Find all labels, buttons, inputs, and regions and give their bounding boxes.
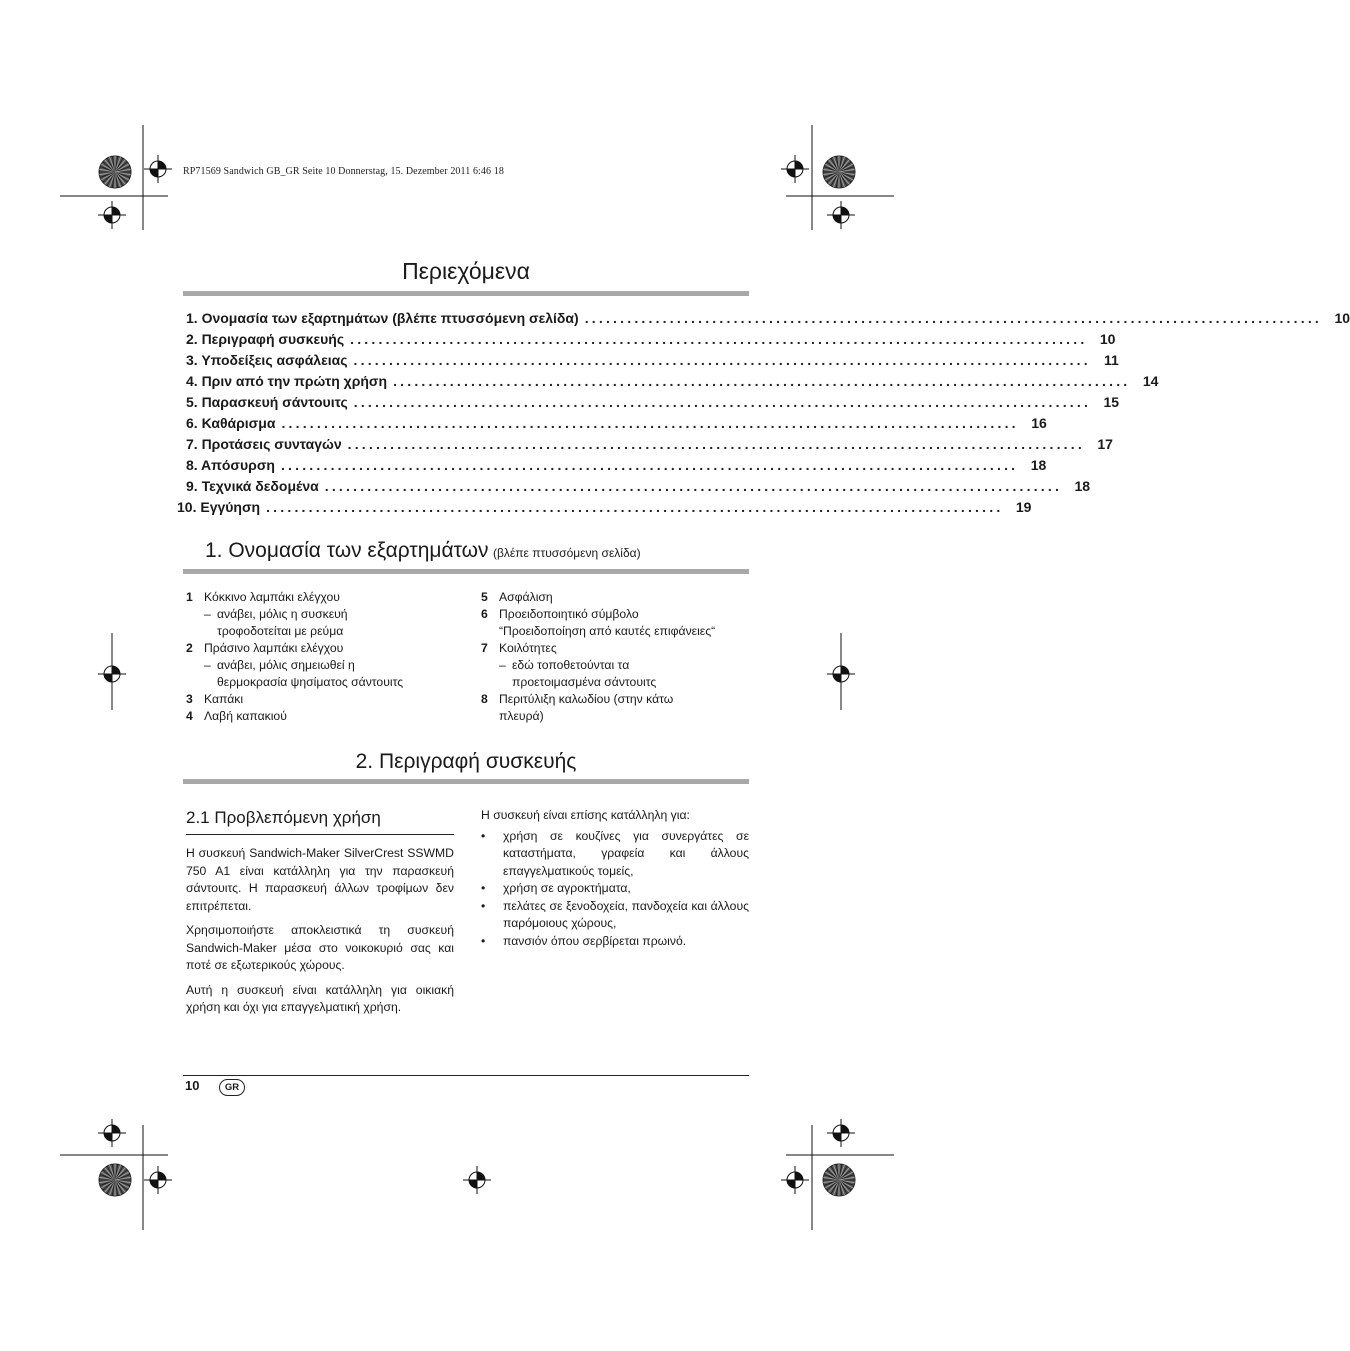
registration-star-ray xyxy=(836,172,839,188)
registration-star-ray xyxy=(827,162,839,172)
part-number: 8 xyxy=(481,692,488,706)
registration-star-ray xyxy=(115,1180,123,1194)
registration-star-ray xyxy=(115,1180,118,1196)
registration-star-ray xyxy=(115,1180,125,1192)
registration-star-ray xyxy=(107,1166,115,1180)
toc-leader-dots: ........................................................................................................ xyxy=(353,352,1091,368)
registration-star-ray xyxy=(101,172,115,180)
registration-star-ray xyxy=(115,172,130,177)
part-sub-text: προετοιμασμένα σάντουιτς xyxy=(512,675,657,689)
registration-star-ray xyxy=(839,157,844,172)
registration-star-ray xyxy=(829,172,839,184)
toc-title-rule xyxy=(183,291,749,296)
bullet-text: χρήση σε αγροκτήματα, xyxy=(503,881,631,895)
list-item xyxy=(481,898,749,933)
part-sub-item xyxy=(186,674,456,691)
toc-leader-dots: ........................................................................................................ xyxy=(350,331,1088,347)
toc-entry-5[interactable] xyxy=(186,394,1120,415)
list-item xyxy=(481,589,749,606)
list-item xyxy=(481,691,749,708)
toc-leader-dots: ........................................................................................................ xyxy=(281,415,1019,431)
registration-star-icon xyxy=(823,1164,855,1196)
list-item xyxy=(481,933,749,951)
registration-star-ray xyxy=(831,158,839,172)
registration-star-ray xyxy=(100,1180,115,1185)
toc-entry-8[interactable] xyxy=(186,457,1047,478)
toc-entry-label: 5. Παρασκευή σάντουιτς xyxy=(186,394,348,410)
registration-star-ray xyxy=(99,172,115,175)
registration-star-ray xyxy=(115,172,118,188)
registration-star-ray xyxy=(105,172,115,184)
registration-star-ray xyxy=(839,172,842,188)
bullet-symbol: • xyxy=(481,828,486,843)
registration-star-ray xyxy=(112,1180,115,1196)
paragraph: Χρησιμοποιήστε αποκλειστικά τη συσκευή Sandwich-Maker μέσα στο νοικοκυριό σας και ποτέ σε εξωτερικούς χώρους. xyxy=(186,923,454,972)
part-sub-text: θερμοκρασία ψησίματος σάντουιτς xyxy=(217,675,404,689)
registration-star-ray xyxy=(839,169,855,172)
registration-star-ray xyxy=(839,172,854,177)
bullet-text: πανσιόν όπου σερβίρεται πρωινό. xyxy=(503,933,687,948)
registration-star-ray xyxy=(100,1175,115,1180)
part-label: Πράσινο λαμπάκι ελέγχου xyxy=(204,641,344,655)
toc-entry-label: 2. Περιγραφή συσκευής xyxy=(186,331,345,347)
toc-entry-page: 19 xyxy=(1015,499,1032,515)
registration-star-ray xyxy=(839,1180,842,1196)
toc-entry-page: 14 xyxy=(1142,373,1159,389)
registration-star-ray xyxy=(112,1164,115,1180)
toc-leader-dots: ........................................................................................................ xyxy=(353,394,1092,410)
crosshair-icon xyxy=(827,1119,855,1147)
toc-leader-dots: ........................................................................................................ xyxy=(324,478,1063,494)
part-sub-text: ανάβει, μόλις η συσκευή xyxy=(217,607,348,621)
registration-star-ray xyxy=(824,172,839,177)
part-number: 1 xyxy=(186,590,193,604)
registration-star-ray xyxy=(110,1180,115,1195)
toc-title: Περιεχόμενα xyxy=(402,258,530,284)
registration-star-ray xyxy=(115,157,120,172)
crosshair-icon xyxy=(144,155,172,183)
registration-star-ray xyxy=(839,167,854,172)
registration-star-ray xyxy=(839,1166,847,1180)
registration-star-ray xyxy=(101,1172,115,1180)
part-label-cont: πλευρά) xyxy=(499,709,544,723)
crosshair-icon xyxy=(98,201,126,229)
registration-star-ray xyxy=(115,164,129,172)
toc-leader-dots: ........................................................................................................ xyxy=(280,457,1019,473)
registration-star-ray xyxy=(827,1170,839,1180)
registration-star-ray xyxy=(823,1180,839,1183)
paragraph: Αυτή η συσκευή είναι κατάλληλη για οικιακή χρήση και όχι για επαγγελματική χρήση. xyxy=(186,982,454,1014)
registration-star-ray xyxy=(834,157,839,172)
registration-star-icon xyxy=(99,156,131,188)
toc-entry-6[interactable] xyxy=(186,415,1047,436)
crosshair-icon xyxy=(827,201,855,229)
section-1-subtitle: (βλέπε πτυσσόμενη σελίδα) xyxy=(492,546,641,560)
registration-star-ray xyxy=(112,156,115,172)
registration-star-ray xyxy=(115,172,129,180)
toc-entry-2[interactable] xyxy=(186,331,1116,352)
part-sub-text: εδώ τοποθετούνται τα xyxy=(512,658,630,672)
registration-star-ray xyxy=(103,1180,115,1190)
registration-star-ray xyxy=(115,1168,125,1180)
registration-star-ray xyxy=(105,1168,115,1180)
list-item xyxy=(481,606,749,623)
part-label: Καπάκι xyxy=(204,692,244,706)
suitability-column xyxy=(481,807,749,950)
registration-star-ray xyxy=(115,167,130,172)
registration-star-ray xyxy=(115,162,127,172)
list-item xyxy=(481,880,749,898)
registration-star-ray xyxy=(110,172,115,187)
registration-star-ray xyxy=(839,162,851,172)
registration-star-ray xyxy=(115,1180,130,1185)
toc-entry-page: 11 xyxy=(1104,352,1119,368)
registration-star-ray xyxy=(824,167,839,172)
list-item xyxy=(186,691,456,708)
part-label: Λαβή καπακιού xyxy=(204,709,287,723)
registration-star-ray xyxy=(115,1166,123,1180)
toc-entry-7[interactable] xyxy=(186,436,1113,457)
part-label: Προειδοποιητικό σύμβολο xyxy=(499,607,639,621)
registration-star-ray xyxy=(839,1180,854,1185)
crosshair-icon xyxy=(98,660,126,688)
registration-star-ray xyxy=(839,1180,855,1183)
crosshair-icon xyxy=(463,1166,491,1194)
registration-star-ray xyxy=(825,1172,839,1180)
registration-star-ray xyxy=(836,156,839,172)
registration-star-ray xyxy=(831,172,839,186)
table-of-contents xyxy=(177,310,1350,520)
registration-star-ray xyxy=(839,172,849,184)
registration-star-ray xyxy=(825,1180,839,1188)
registration-star-ray xyxy=(839,1180,851,1190)
part-sub-item: – εδώ τοποθετούνται τα xyxy=(499,658,630,672)
part-sub-text: τροφοδοτείται με ρεύμα xyxy=(217,624,344,638)
toc-leader-dots: ........................................................................................................ xyxy=(584,310,1323,326)
list-item xyxy=(186,708,456,725)
toc-entry-3[interactable] xyxy=(186,352,1119,373)
registration-star-ray xyxy=(829,1168,839,1180)
toc-entry-4[interactable] xyxy=(186,373,1159,394)
registration-star-ray xyxy=(115,1177,131,1180)
part-number: 5 xyxy=(481,590,488,604)
toc-entry-10[interactable] xyxy=(177,499,1032,520)
toc-entry-label: 10. Εγγύηση xyxy=(177,499,261,515)
part-number: 4 xyxy=(186,709,193,723)
registration-star-ray xyxy=(115,172,125,184)
registration-star-ray xyxy=(105,160,115,172)
part-continuation xyxy=(481,708,749,725)
registration-star-ray xyxy=(115,156,118,172)
registration-star-ray xyxy=(115,158,123,172)
registration-star-ray xyxy=(107,1180,115,1194)
registration-star-ray xyxy=(839,1164,842,1180)
part-sub-text: ανάβει, μόλις σημειωθεί η xyxy=(217,658,355,672)
part-number: 7 xyxy=(481,641,488,655)
toc-leader-dots: ........................................................................................................ xyxy=(266,499,1004,515)
toc-entry-label: 3. Υποδείξεις ασφάλειας xyxy=(186,352,348,368)
registration-star-ray xyxy=(115,1165,120,1180)
registration-star-ray xyxy=(823,1177,839,1180)
registration-star-ray xyxy=(100,172,115,177)
part-sub-item xyxy=(186,623,456,640)
toc-entry-label: 7. Προτάσεις συνταγών xyxy=(186,436,342,452)
toc-entry-label: 1. Ονομασία των εξαρτημάτων (βλέπε πτυσσόμενη σελίδα) xyxy=(186,310,579,326)
toc-entry-label: 8. Απόσυρση xyxy=(186,457,275,473)
registration-star-ray xyxy=(115,169,131,172)
crosshair-icon xyxy=(781,155,809,183)
registration-star-ray xyxy=(839,1170,851,1180)
section-1-rule xyxy=(183,569,749,574)
toc-entry-9[interactable] xyxy=(186,478,1091,499)
toc-entry-page: 18 xyxy=(1030,457,1047,473)
registration-star-ray xyxy=(825,164,839,172)
paragraph: Η συσκευή Sandwich-Maker SilverCrest SSWMD 750 A1 είναι κατάλληλη για την παρασκευή σάντουιτς. Η παρασκευή άλλων τροφίμων δεν επιτρέπεται. xyxy=(186,846,454,913)
section-2-rule xyxy=(183,779,749,784)
list-item xyxy=(481,640,749,657)
part-label-cont: “Προειδοποίηση από καυτές επιφάνειες“ xyxy=(499,624,716,638)
part-continuation xyxy=(481,623,749,640)
print-header-line: RP71569 Sandwich GB_GR Seite 10 Donnerstag, 15. Dezember 2011 6:46 18 xyxy=(183,166,504,177)
crosshair-icon xyxy=(98,1119,126,1147)
registration-star-ray xyxy=(834,1165,839,1180)
registration-star-ray xyxy=(829,160,839,172)
registration-star-ray xyxy=(103,1170,115,1180)
bullet-symbol: • xyxy=(481,881,486,895)
registration-star-ray xyxy=(834,172,839,187)
registration-star-ray xyxy=(839,1180,844,1195)
registration-star-ray xyxy=(115,1180,127,1190)
part-sub-item: – ανάβει, μόλις σημειωθεί η xyxy=(204,658,355,672)
registration-star-ray xyxy=(825,172,839,180)
registration-star-ray xyxy=(103,162,115,172)
bullet-symbol: • xyxy=(481,933,486,948)
registration-star-ray xyxy=(823,172,839,175)
subsection-2-1-title: 2.1 Προβλεπόμενη χρήση xyxy=(186,808,381,827)
parts-list-left xyxy=(186,589,456,725)
registration-star-ray xyxy=(112,172,115,188)
registration-star-ray xyxy=(827,1180,839,1190)
part-label: Ασφάλιση xyxy=(499,590,553,604)
part-number: 2 xyxy=(186,641,193,655)
section-1-title: 1. Ονομασία των εξαρτημάτων xyxy=(205,539,489,562)
registration-star-ray xyxy=(839,172,847,186)
toc-entry-page: 18 xyxy=(1074,478,1091,494)
registration-star-ray xyxy=(839,172,844,187)
registration-star-ray xyxy=(839,1180,853,1188)
registration-star-ray xyxy=(107,172,115,186)
registration-star-ray xyxy=(115,1180,131,1183)
registration-star-ray xyxy=(110,157,115,172)
registration-star-ray xyxy=(839,1177,855,1180)
language-badge: GR xyxy=(219,1079,245,1096)
toc-entry-page: 16 xyxy=(1031,415,1047,431)
part-sub-item: – ανάβει, μόλις η συσκευή xyxy=(204,607,348,621)
registration-star-ray xyxy=(115,160,125,172)
registration-star-ray xyxy=(824,1180,839,1185)
registration-star-ray xyxy=(99,1177,115,1180)
registration-star-ray xyxy=(831,1166,839,1180)
registration-star-ray xyxy=(103,172,115,182)
registration-star-ray xyxy=(839,1165,844,1180)
registration-star-ray xyxy=(827,172,839,182)
registration-star-ray xyxy=(839,1172,853,1180)
registration-star-icon xyxy=(823,156,855,188)
registration-star-ray xyxy=(839,1175,854,1180)
registration-star-ray xyxy=(115,1180,129,1188)
registration-star-ray xyxy=(831,1180,839,1194)
list-item xyxy=(186,589,456,606)
suitability-intro: Η συσκευή είναι επίσης κατάλληλη για: xyxy=(481,808,690,822)
registration-star-ray xyxy=(101,164,115,172)
registration-star-ray xyxy=(115,172,120,187)
registration-star-ray xyxy=(115,172,127,182)
page-number: 10 xyxy=(185,1078,200,1093)
toc-entry-page: 15 xyxy=(1103,394,1120,410)
registration-star-ray xyxy=(839,1180,849,1192)
part-number: 3 xyxy=(186,692,193,706)
registration-star-ray xyxy=(99,169,115,172)
registration-star-ray xyxy=(824,1175,839,1180)
section-1-heading xyxy=(205,539,641,563)
registration-star-ray xyxy=(115,172,131,175)
subsection-rule xyxy=(186,834,454,835)
toc-entry-label: 4. Πριν από την πρώτη χρήση xyxy=(186,373,388,389)
part-label: Περιτύλιξη καλωδίου (στην κάτω xyxy=(499,692,674,706)
registration-star-ray xyxy=(839,156,842,172)
crosshair-icon xyxy=(144,1166,172,1194)
registration-star-ray xyxy=(110,1165,115,1180)
registration-star-ray xyxy=(836,1180,839,1196)
list-item xyxy=(481,828,749,881)
part-number: 6 xyxy=(481,607,488,621)
intended-use-text xyxy=(186,845,454,1024)
registration-star-ray xyxy=(839,172,853,180)
bullet-symbol: • xyxy=(481,898,486,913)
registration-star-ray xyxy=(107,158,115,172)
registration-star-ray xyxy=(115,1164,118,1180)
section-2-title: 2. Περιγραφή συσκευής xyxy=(355,750,577,773)
registration-star-ray xyxy=(836,1164,839,1180)
registration-star-ray xyxy=(115,1172,129,1180)
registration-star-ray xyxy=(834,1180,839,1195)
bullet-text: πελάτες σε ξενοδοχεία, πανδοχεία και άλλους παρόμοιους χώρους, xyxy=(503,898,749,930)
crosshair-icon xyxy=(827,660,855,688)
bullet-text: χρήση σε κουζίνες για συνεργάτες σε καταστήματα, γραφεία και άλλους επαγγελματικούς τομείς, xyxy=(503,828,749,878)
registration-star-ray xyxy=(839,1168,849,1180)
registration-star-ray xyxy=(839,172,855,175)
registration-star-ray xyxy=(99,1180,115,1183)
part-label: Κοιλότητες xyxy=(499,641,557,655)
toc-leader-dots: ........................................................................................................ xyxy=(393,373,1131,389)
toc-entry-page: 17 xyxy=(1097,436,1113,452)
registration-star-icon xyxy=(99,1164,131,1196)
toc-entry-page: 10 xyxy=(1334,310,1350,326)
registration-star-ray xyxy=(115,172,123,186)
list-item xyxy=(186,640,456,657)
registration-star-ray xyxy=(829,1180,839,1192)
registration-star-ray xyxy=(115,1180,120,1195)
toc-leader-dots: ........................................................................................................ xyxy=(347,436,1085,452)
toc-entry-1[interactable] xyxy=(186,310,1350,331)
registration-star-ray xyxy=(823,169,839,172)
registration-star-ray xyxy=(115,1175,130,1180)
toc-entry-label: 9. Τεχνικά δεδομένα xyxy=(186,478,319,494)
registration-star-ray xyxy=(105,1180,115,1192)
part-sub-item xyxy=(481,674,749,691)
registration-star-ray xyxy=(839,1180,847,1194)
crosshair-icon xyxy=(781,1166,809,1194)
suitability-list xyxy=(481,828,749,951)
toc-entry-label: 6. Καθάρισμα xyxy=(186,415,276,431)
toc-entry-page: 10 xyxy=(1099,331,1116,347)
registration-star-ray xyxy=(100,167,115,172)
registration-star-ray xyxy=(839,160,849,172)
registration-star-ray xyxy=(839,164,853,172)
part-label: Κόκκινο λαμπάκι ελέγχου xyxy=(204,590,340,604)
registration-star-ray xyxy=(101,1180,115,1188)
parts-list-right xyxy=(481,589,749,725)
registration-star-ray xyxy=(115,1170,127,1180)
registration-star-ray xyxy=(839,158,847,172)
registration-star-ray xyxy=(839,172,851,182)
footer-rule xyxy=(183,1075,749,1076)
